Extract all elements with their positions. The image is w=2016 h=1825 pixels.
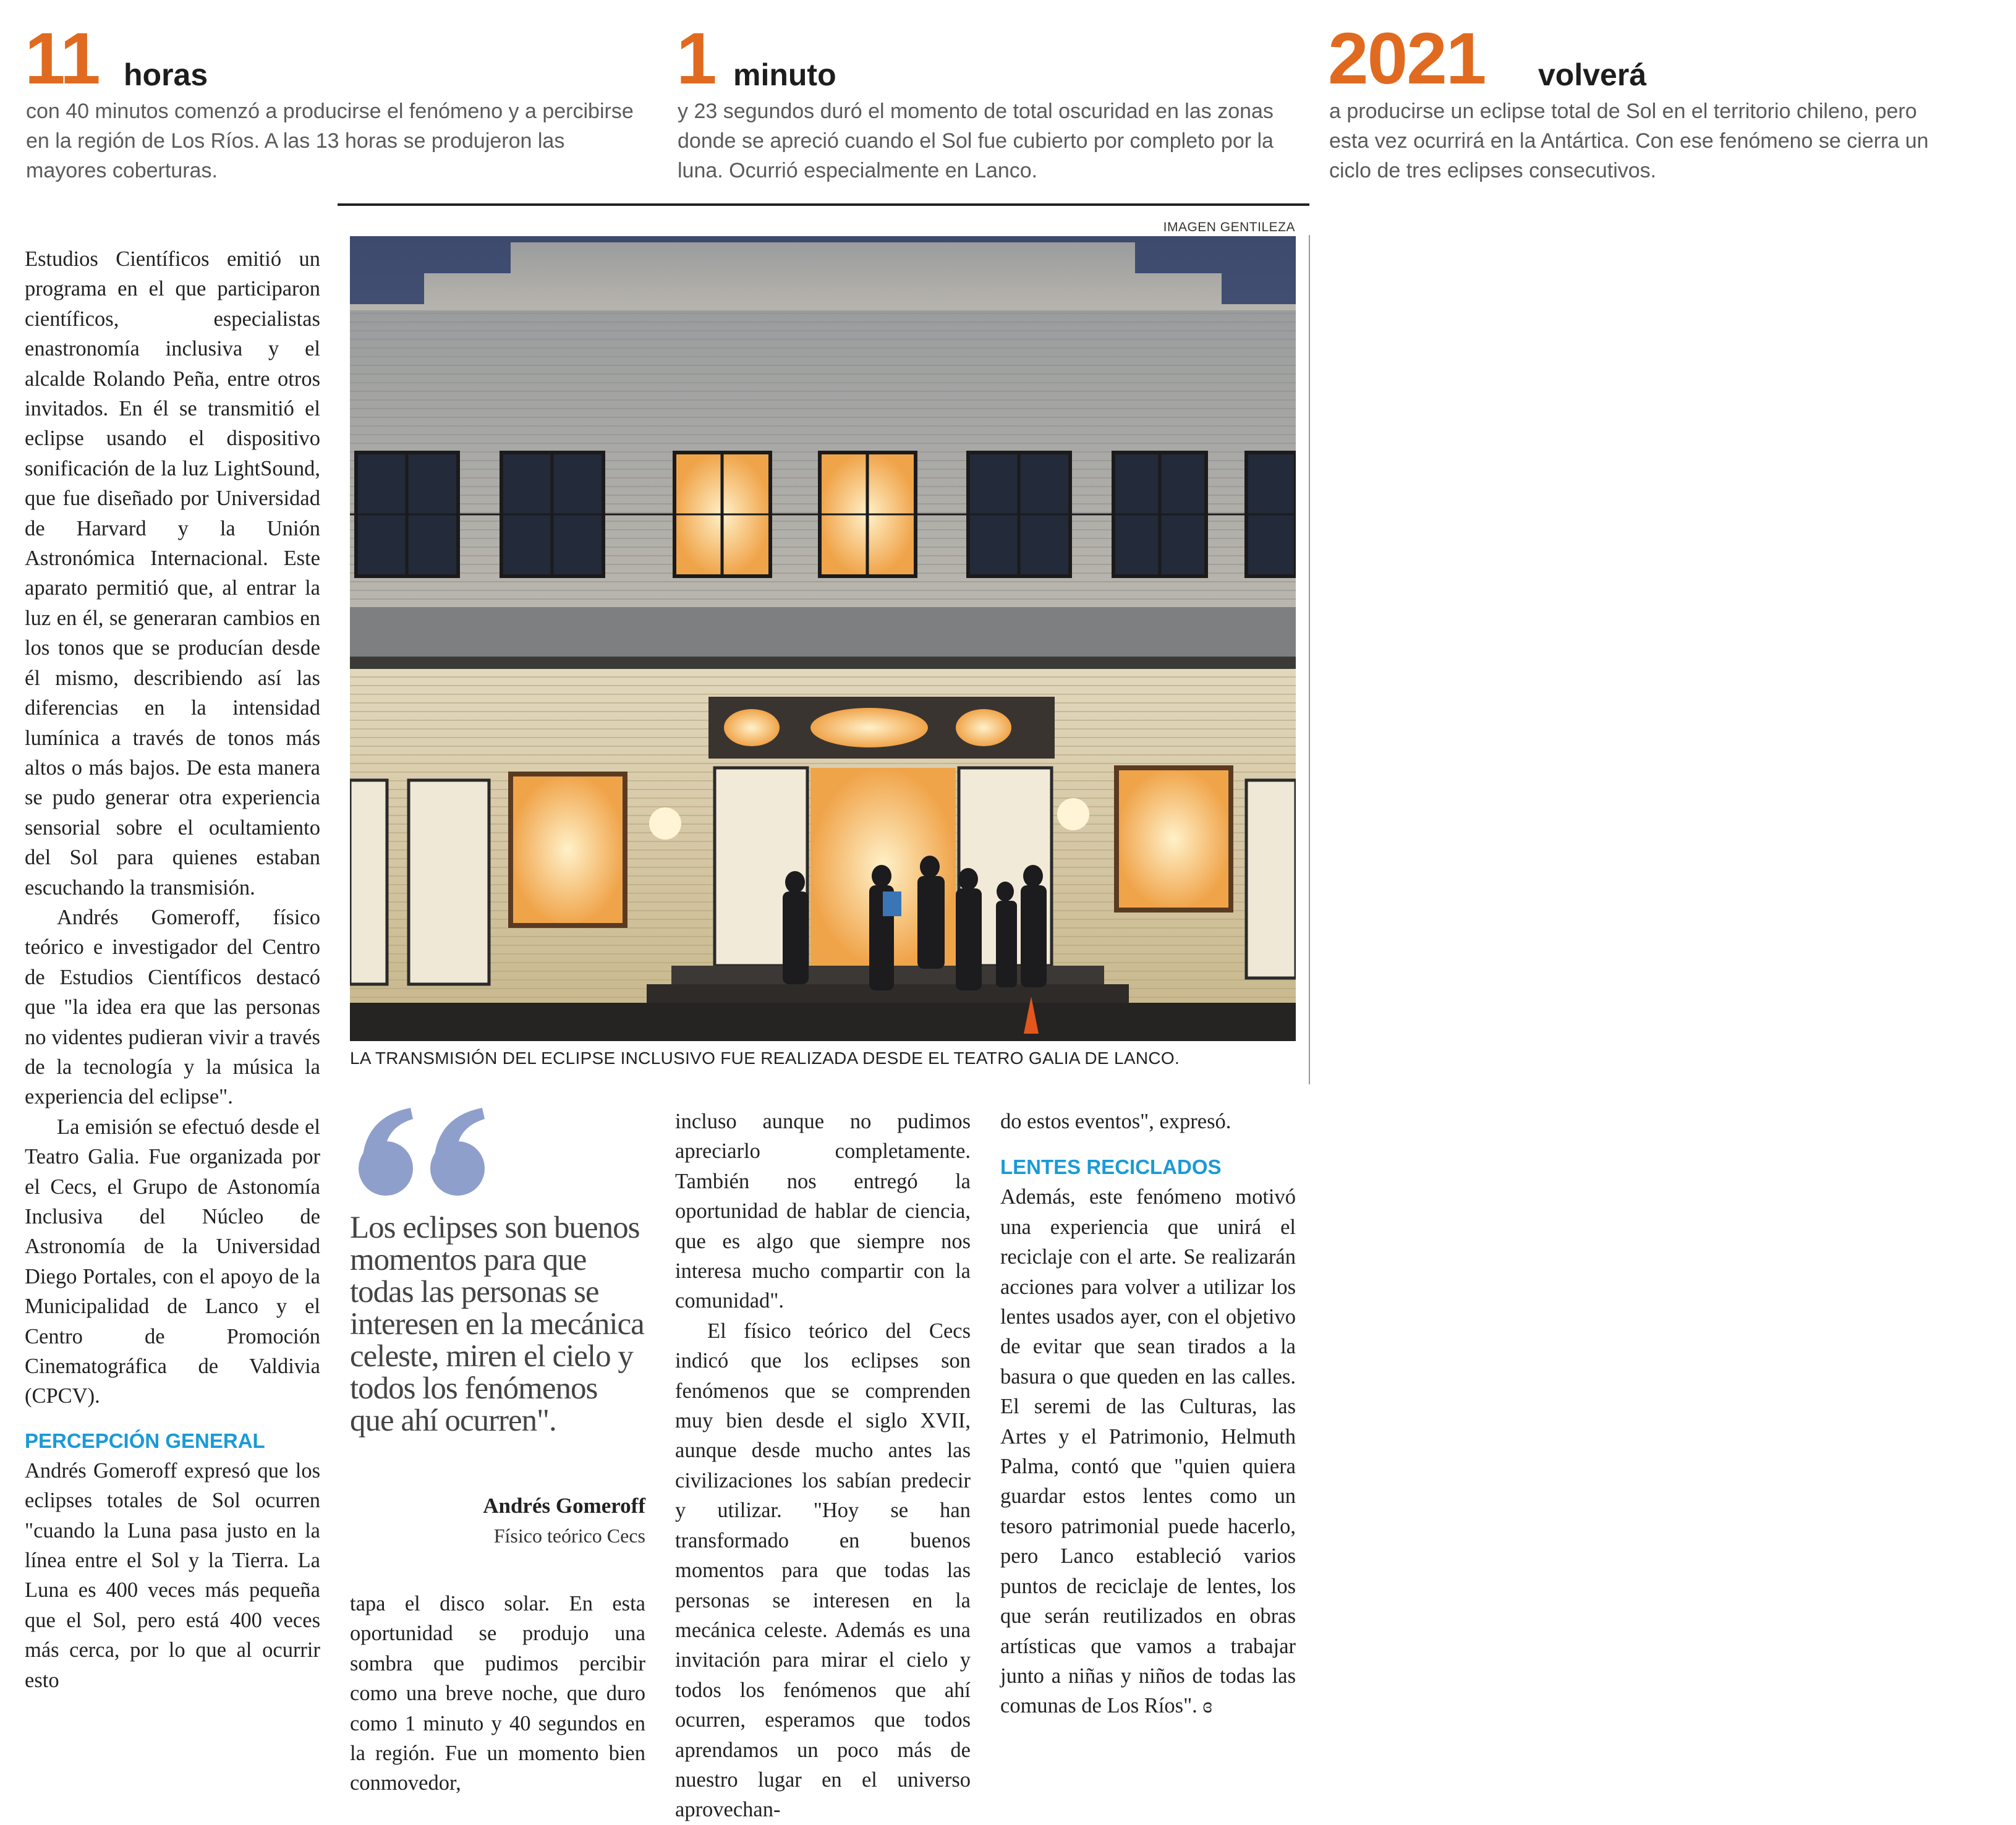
pull-quote-author: Andrés Gomeroff: [483, 1494, 645, 1518]
end-mark-icon: ɞ: [1202, 1694, 1212, 1718]
paragraph: [1000, 1182, 1296, 1721]
article-column-1: [25, 244, 320, 1695]
quote-mark-icon: [354, 1107, 496, 1202]
stat-word: horas: [124, 57, 208, 92]
pull-quote-role: Físico teórico Cecs: [493, 1525, 645, 1547]
pull-quote-text: Los eclipses son buenos momentos para que todas las personas se interesen en la mecánica celeste, miren el cielo y todos los fenómenos que ahí ocurren".: [350, 1210, 644, 1438]
stat-text: con 40 minutos comenzó a producirse el fenómeno y a percibirse en la región de Los Ríos. A las 13 horas se produjeron las mayores coberturas.: [26, 100, 634, 182]
photo-caption: LA TRANSMISIÓN DEL ECLIPSE INCLUSIVO FUE REALIZADA DESDE EL TEATRO GALIA DE LANCO.: [350, 1049, 1180, 1068]
photo-side-rule: [1309, 235, 1310, 1084]
paragraph: Estudios Científicos emitió un programa en el que participaron científicos, especialistas enastronomía inclusiva y el alcalde Rolando Peña, entre otros invitados. En él se transmitió el eclipse usando el dispositivo sonificación de la luz LightSound, que fue diseñado por Universidad de Harvard y la Unión Astronómica Internacional. Este aparato permitió que, al entrar la luz en él, se generaran cambios en los tonos que se producían desde él mismo, describiendo así las diferencias en la intensidad lumínica a través de tonos más altos o más bajos. De esta manera se pudo generar otra experiencia sensorial sobre el ocultamiento del Sol para quienes estaban escuchando la transmisión.: [25, 247, 320, 900]
paragraph: Andrés Gomeroff, físico teórico e investigador del Centro de Estudios Científicos destacó que "la idea era que las personas no videntes pudieran vivir a través de la tecnología y la música la experiencia del eclipse".: [25, 905, 320, 1109]
article-column-4: [1000, 1107, 1296, 1721]
stat-number: 1: [676, 18, 716, 100]
top-rule: [338, 203, 1309, 206]
paragraph: do estos eventos", expresó.: [1000, 1110, 1231, 1133]
stat-word: minuto: [733, 57, 836, 92]
stat-text: y 23 segundos duró el momento de total oscuridad en las zonas donde se apreció cuando el Sol fue cubierto por completo por la luna. Ocurrió especialmente en Lanco.: [678, 100, 1274, 182]
theater-building-image: [350, 236, 1296, 1041]
paragraph-text: Además, este fenómeno motivó una experiencia que unirá el reciclaje con el arte. Se realizarán acciones para volver a utilizar los lentes usados ayer, con el objetivo de evitar que sean tirados a la basura o que queden en las calles. El seremi de las Culturas, las Artes y el Patrimonio, Helmuth Palma, contó que "quien quiera guardar estos lentes como un tesoro patrimonial puede hacerlo, pero Lanco estableció varios puntos de reciclaje de lentes, los que serán reutilizados en obras artísticas que vamos a trabajar junto a niñas y niños de todas las comunas de Los Ríos".: [1000, 1185, 1296, 1718]
article-column-3: [675, 1107, 971, 1825]
paragraph: incluso aunque no pudimos apreciarlo completamente. También nos entregó la oportunidad de hablar de ciencia, que es algo que siempre nos interesa mucho compartir con la comunidad".: [675, 1110, 971, 1313]
theater-photo: [350, 236, 1296, 1041]
stat-word: volverá: [1538, 57, 1647, 92]
article-column-2: [350, 1589, 645, 1798]
paragraph: El físico teórico del Cecs indicó que los eclipses son fenómenos que se comprenden muy bien desde el siglo XVII, aunque desde mucho antes las civilizaciones los sabían predecir y utilizar. "Hoy se han transformado en buenos momentos para que todas las personas se interesen en la mecánica celeste. Además es una invitación para mirar el cielo y todos los fenómenos que ahí ocurren, esperamos que todos aprendamos un poco más de nuestro lugar en el universo aprovechan-: [675, 1319, 971, 1822]
stat-number: 11: [25, 18, 100, 100]
stat-number: 2021: [1328, 18, 1486, 100]
photo-credit: IMAGEN GENTILEZA: [1163, 220, 1295, 234]
subhead-lentes: LENTES RECICLADOS: [1000, 1155, 1222, 1179]
paragraph: La emisión se efectuó desde el Teatro Galia. Fue organizada por el Cecs, el Grupo de Astonomía Inclusiva del Núcleo de Astronomía de la Universidad Diego Portales, con el apoyo de la Municipalidad de Lanco y el Centro de Promoción Cinematográfica de Valdivia (CPCV).: [25, 1115, 320, 1408]
stat-text: a producirse un eclipse total de Sol en el territorio chileno, pero esta vez ocurrirá en la Antártica. Con ese fenómeno se cierra un ciclo de tres eclipses consecutivos.: [1329, 100, 1929, 182]
paragraph: tapa el disco solar. En esta oportunidad se produjo una sombra que pudimos percibir como una breve noche, que duro como 1 minuto y 40 segundos en la región. Fue un momento bien conmovedor,: [350, 1592, 645, 1795]
paragraph: Andrés Gomeroff expresó que los eclipses totales de Sol ocurren "cuando la Luna pasa justo en la línea entre el Sol y la Tierra. La Luna es 400 veces más pequeña que el Sol, pero está 400 veces más cerca, por lo que al ocurrir esto: [25, 1458, 320, 1692]
subhead-percepcion: PERCEPCIÓN GENERAL: [25, 1429, 265, 1452]
